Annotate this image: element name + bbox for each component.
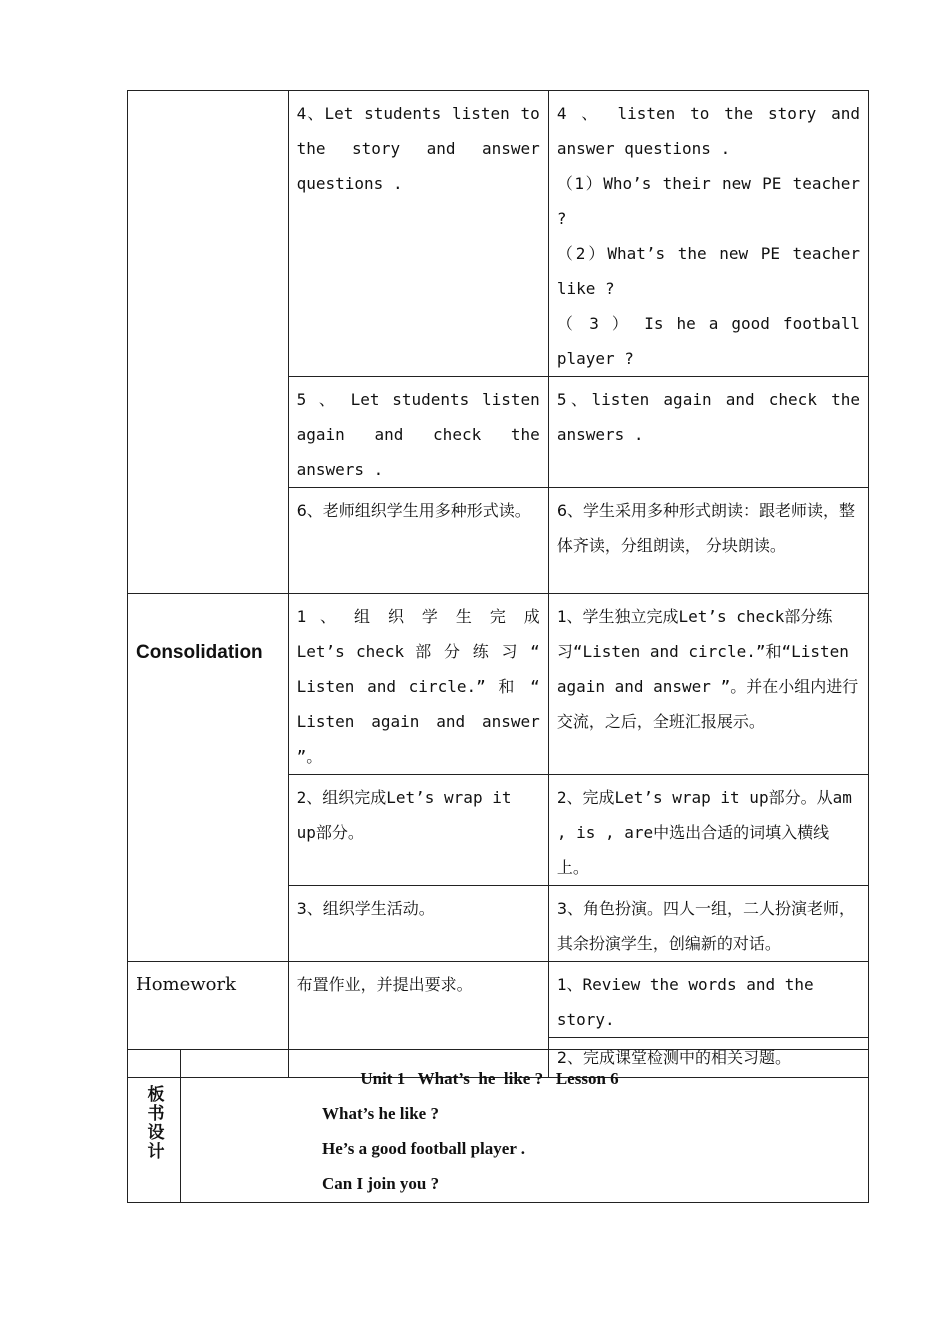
question-3: （ 3 ） Is he a good football player ? [556, 314, 860, 368]
teacher-activity-c3 [288, 886, 548, 962]
teacher-activity-4 [288, 91, 548, 377]
teacher-activity-text: 6、老师组织学生用多种形式读。 [296, 501, 531, 520]
section-cell-consolidation [128, 594, 289, 962]
student-activity-c3 [548, 886, 868, 962]
board-label-cell [128, 1050, 181, 1203]
board-content [181, 1050, 869, 1203]
student-activity-6 [548, 488, 868, 594]
teacher-activity-text: 3、组织学生活动。 [296, 899, 435, 918]
student-activity-text: 6、学生采用多种形式朗读：跟老师读，整体齐读，分组朗读， 分块朗读。 [556, 501, 855, 555]
student-activity-c2 [548, 775, 868, 886]
student-activity-text: 4 、 listen to the story and answer questions . [556, 104, 860, 158]
teacher-activity-c2 [288, 775, 548, 886]
teacher-activity-text: 4、Let students listen to the story and answer questions . [296, 104, 540, 193]
table-row [128, 962, 869, 1038]
teacher-activity-text: 2、组织完成Let’s wrap it up部分。 [296, 788, 512, 842]
board-line-2: He’s a good football player . [322, 1139, 526, 1158]
teacher-activity-5 [288, 377, 548, 488]
table-row [128, 91, 869, 377]
board-line-3: Can I join you ? [322, 1174, 440, 1193]
student-activity-homework-1 [548, 962, 868, 1038]
student-activity-c1 [548, 594, 868, 775]
section-label-homework: Homework [136, 974, 237, 995]
student-activity-text: 2、完成Let’s wrap it up部分。从am , is , are中选出合适的词填入横线上。 [556, 788, 852, 877]
student-activity-text: 5、listen again and check the answers . [556, 390, 860, 444]
lesson-plan-table [127, 90, 869, 1078]
table-row [128, 1050, 869, 1203]
teacher-activity-text: 1 、 组 织 学 生 完 成 Let’s check 部 分 练 习 “ Listen and circle.” 和 “ Listen again and answer ”。 [296, 607, 540, 766]
student-activity-text: 1、学生独立完成Let’s check部分练习“Listen and circle.”和“Listen again and answer ”。并在小组内进行交流，之后，全班汇报展示。 [556, 607, 859, 731]
board-title: Unit 1 What’s he like ? Lesson 6 [360, 1069, 619, 1088]
question-2: （2）What’s the new PE teacher like ? [556, 244, 860, 298]
table-row [128, 594, 869, 775]
section-label-consolidation: Consolidation [136, 642, 263, 663]
student-activity-5 [548, 377, 868, 488]
teacher-activity-text: 5 、 Let students listen again and check the answers . [296, 390, 540, 479]
blackboard-design-table [127, 1049, 869, 1203]
section-cell-empty [128, 91, 289, 594]
student-activity-text: 2、完成课堂检测中的相关习题。 [556, 1048, 791, 1067]
teacher-activity-c1 [288, 594, 548, 775]
student-activity-text: 1、Review the words and the story. [556, 975, 814, 1029]
teacher-activity-text: 布置作业，并提出要求。 [296, 975, 473, 994]
student-activity-text: 3、角色扮演。四人一组，二人扮演老师，其余扮演学生，创编新的对话。 [556, 899, 855, 953]
board-label: 板书设计 [143, 1085, 164, 1161]
question-1: （1）Who’s their new PE teacher ? [556, 174, 860, 228]
teacher-activity-6 [288, 488, 548, 594]
student-activity-4 [548, 91, 868, 377]
board-line-1: What’s he like ? [322, 1104, 439, 1123]
